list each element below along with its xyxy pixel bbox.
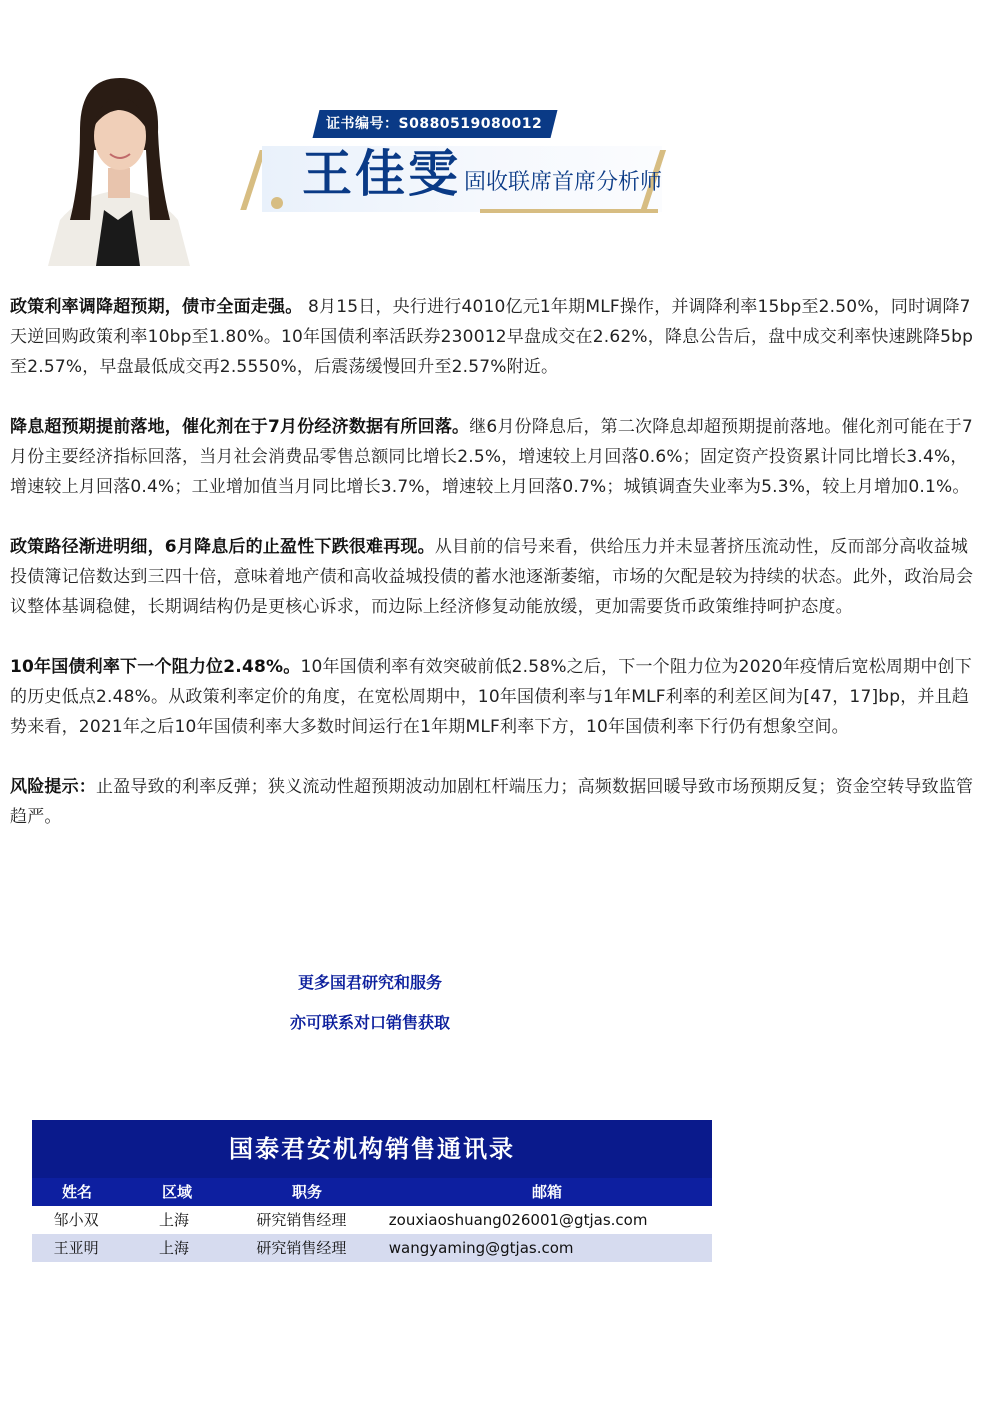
analyst-title: 固收联席首席分析师 [464, 170, 663, 195]
table-cutoff-row [32, 1262, 712, 1270]
paragraph-resistance [10, 652, 982, 742]
header-region: 区域 [161, 1183, 192, 1201]
paragraph-text: 8月15日，央行进行4010亿元1年期MLF操作，并调降利率15bp至2.50%，同时调降7天逆回购政策利率10bp至1.80%。10年国债利率活跃券230012早盘成交在2.62%，降息公告后，盘中成交利率快速跳降5bp至2.57%，早盘最低成交再2.5550%，后震荡缓慢回升至2.57%附近。 [10, 297, 974, 377]
certificate-number: 证书编号：S0880519080012 [326, 116, 543, 132]
article-body [10, 292, 982, 832]
contact-position: 研究销售经理 [256, 1239, 347, 1257]
paragraph-rate-cut [10, 412, 982, 502]
decor-gold-underline [480, 209, 658, 213]
paragraph-lead: 政策利率调降超预期，债市全面走强。 [10, 297, 303, 317]
table-row [32, 1206, 712, 1234]
table-row [32, 1234, 712, 1262]
paragraph-text: 从目前的信号来看，供给压力并未显著挤压流动性，反而部分高收益城投债簿记倍数达到三四十倍，意味着地产债和高收益城投债的蓄水池逐渐萎缩，市场的欠配是较为持续的状态。此外，政治局会议整体基调稳健，长期调结构仍是更核心诉求，而边际上经济修复动能放缓，更加需要货币政策维持呵护态度。 [10, 537, 974, 617]
sales-contact-table [32, 1120, 712, 1270]
paragraph-text: 10年国债利率有效突破前低2.58%之后，下一个阻力位为2020年疫情后宽松周期中创下的历史低点2.48%。从政策利率定价的角度，在宽松周期中，10年国债利率与1年MLF利率的利差区间为[47，17]bp，并且趋势来看，2021年之后10年国债利率大多数时间运行在1年期MLF利率下方，10年国债利率下行仍有想象空间。 [10, 657, 972, 737]
contact-email[interactable]: wangyaming@gtjas.com [388, 1239, 574, 1257]
paragraph-lead: 10年国债利率下一个阻力位2.48%。 [10, 657, 301, 677]
decor-gold-dot [271, 197, 283, 209]
contact-position: 研究销售经理 [256, 1211, 347, 1229]
contact-table-title: 国泰君安机构销售通讯录 [32, 1120, 712, 1178]
paragraph-policy-path [10, 532, 982, 622]
analyst-name: 王佳雯 [302, 145, 461, 203]
paragraph-lead: 政策路径渐进明细，6月降息后的止盈性下跌很难再现。 [10, 537, 435, 557]
paragraph-text: 继6月份降息后，第二次降息却超预期提前落地。催化剂可能在于7月份主要经济指标回落，当月社会消费品零售总额同比增长2.5%，增速较上月回落0.6%；固定资产投资累计同比增长3.4%，增速较上月回落0.4%；工业增加值当月同比增长3.7%，增速较上月回落0.7%；城镇调查失业率为5.3%，较上月增加0.1%。 [10, 417, 973, 497]
header-name: 姓名 [61, 1183, 92, 1201]
contact-sales-link[interactable]: 亦可联系对口销售获取 [289, 1013, 450, 1032]
contact-name: 王亚明 [53, 1239, 99, 1257]
paragraph-lead: 风险提示： [10, 777, 96, 797]
analyst-header [0, 0, 992, 270]
contact-email[interactable]: zouxiaoshuang026001@gtjas.com [388, 1211, 648, 1229]
header-email: 邮箱 [531, 1183, 562, 1201]
paragraph-text: 止盈导致的利率反弹；狭义流动性超预期波动加剧杠杆端压力；高频数据回暖导致市场预期反复；资金空转导致监管趋严。 [10, 777, 974, 827]
paragraph-policy-rate [10, 292, 982, 382]
paragraph-risk-warning [10, 772, 982, 832]
header-position: 职务 [291, 1183, 322, 1201]
contact-name: 邹小双 [53, 1211, 99, 1229]
contact-region: 上海 [159, 1211, 190, 1229]
contact-region: 上海 [159, 1239, 190, 1257]
analyst-photo [38, 70, 200, 266]
portrait-image [38, 70, 200, 266]
more-research-link[interactable]: 更多国君研究和服务 [297, 973, 442, 992]
contact-table-header [32, 1178, 712, 1206]
paragraph-lead: 降息超预期提前落地，催化剂在于7月份经济数据有所回落。 [10, 417, 470, 437]
